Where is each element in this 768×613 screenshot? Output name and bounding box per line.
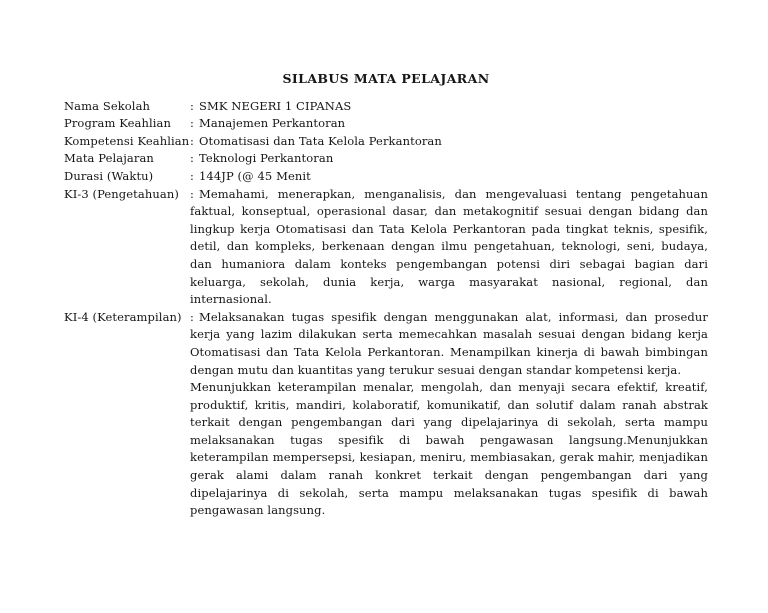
field-value (190, 309, 708, 520)
field-row-kompetensi-keahlian (64, 133, 708, 151)
field-text: Memahami, menerapkan, menganalisis, dan mengevaluasi tentang pengetahuan faktual, konseptual, operasional dasar, dan metakognitif sesuai dengan bidang dan lingkup kerja Otomatisasi dan Tata Kelola Perkantoran pada tingkat teknis, spesifik, detil, dan kompleks, berkenaan dengan ilmu pengetahuan, teknologi, seni, budaya, dan humaniora dalam konteks pengembangan potensi diri sebagai bagian dari keluarga, sekolah, dunia kerja, warga masyarakat nasional, regional, dan internasional. (190, 186, 708, 307)
fields-section (0, 98, 768, 520)
colon-separator: : (190, 186, 194, 201)
field-text: Melaksanakan tugas spesifik dengan menggunakan alat, informasi, dan prosedur kerja yang lazim dilakukan serta memecahkan masalah sesuai dengan bidang kerja Otomatisasi dan Tata Kelola Perkantoran. Menampilkan kinerja di bawah bimbingan dengan mutu dan kuantitas yang terukur sesuai dengan standar kompetensi kerja. (190, 309, 708, 377)
field-text: Manajemen Perkantoran (198, 116, 346, 131)
field-row-nama-sekolah (64, 98, 708, 116)
page-title: SILABUS MATA PELAJARAN (282, 71, 490, 86)
colon-separator: : (190, 133, 194, 148)
colon-separator: : (190, 98, 194, 113)
colon-separator: : (190, 309, 194, 324)
field-value (190, 98, 708, 116)
field-label: Kompetensi Keahlian (64, 133, 190, 148)
field-row-ki3-pengetahuan (64, 186, 708, 309)
colon-separator: : (190, 116, 194, 131)
field-value (190, 115, 708, 133)
field-text: Teknologi Perkantoran (198, 151, 334, 166)
field-text: SMK NEGERI 1 CIPANAS (198, 98, 352, 113)
field-row-ki4-keterampilan (64, 309, 708, 520)
field-label: Mata Pelajaran (64, 151, 154, 166)
field-row-program-keahlian (64, 115, 708, 133)
colon-separator: : (190, 151, 194, 166)
document-page (0, 70, 768, 613)
field-label: Program Keahlian (64, 116, 172, 131)
field-value (190, 133, 708, 151)
field-text: Otomatisasi dan Tata Kelola Perkantoran (198, 133, 442, 148)
colon-separator: : (190, 168, 194, 183)
field-label: KI-3 (Pengetahuan) (64, 186, 179, 201)
field-value (190, 150, 708, 168)
field-value (190, 168, 708, 186)
field-value (190, 186, 708, 309)
field-text-paragraph-2: Menunjukkan keterampilan menalar, mengolah, dan menyaji secara efektif, kreatif, produktif, kritis, mandiri, kolaboratif, komunikatif, dan solutif dalam ranah abstrak terkait dengan pengembangan dari yang dipelajarinya di sekolah, serta mampu melaksanakan tugas spesifik di bawah pengawasan langsung.Menunjukkan keterampilan mempersepsi, kesiapan, meniru, membiasakan, gerak mahir, menjadikan gerak alami dalam ranah konkret terkait dengan pengembangan dari yang dipelajarinya di sekolah, serta mampu melaksanakan tugas spesifik di bawah pengawasan langsung. (190, 380, 708, 518)
field-row-durasi-waktu (64, 168, 708, 186)
field-label: KI-4 (Keterampilan) (64, 309, 182, 324)
field-label: Nama Sekolah (64, 98, 151, 113)
field-label: Durasi (Waktu) (64, 168, 154, 183)
field-row-mata-pelajaran (64, 150, 708, 168)
field-text: 144JP (@ 45 Menit (198, 168, 311, 183)
